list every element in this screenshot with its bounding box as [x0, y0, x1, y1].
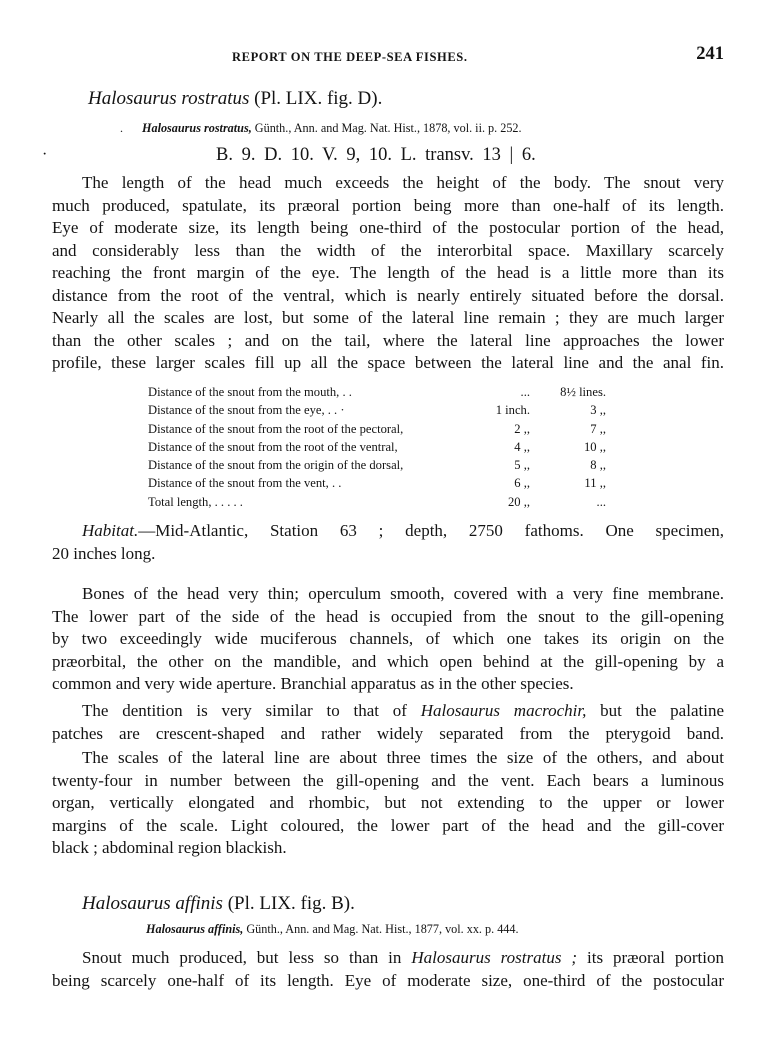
measurement-value-lines: 3 ,, [590, 403, 606, 418]
citation-species: Halosaurus affinis, [146, 922, 244, 936]
text-line: The scales of the lateral line are about three times the size of the others, and about [82, 748, 724, 767]
text-line: The length of the head much exceeds the height of the body. The snout very [82, 173, 724, 192]
measurement-value-inches: 6 ,, [514, 476, 530, 491]
table-row [148, 403, 638, 421]
text-line: twenty-four in number between the gill-opening and the vent. Each bears a luminous [52, 770, 724, 790]
citation-rostratus [142, 121, 522, 136]
species-name: Halosaurus rostratus [88, 88, 250, 109]
text-line: distance from the root of the ventral, which is nearly entirely situated before the dorsal. [52, 285, 724, 305]
table-row [148, 422, 638, 440]
margin-dot: · [42, 146, 48, 163]
text-line: than the other scales ; and on the tail, where the lateral line approaches the lower [52, 330, 724, 350]
text-run: but the palatine [586, 701, 724, 720]
text-line: patches are crescent-shaped and rather widely separated from the pterygoid band. [52, 723, 724, 743]
measurement-value-lines: ... [596, 494, 606, 509]
affinis-paragraph [52, 947, 724, 992]
measurement-label: Distance of the snout from the vent, . . [148, 476, 342, 491]
habitat-label: Habitat. [82, 521, 139, 540]
table-row [148, 476, 638, 494]
bones-paragraph [52, 583, 724, 696]
text-line: reaching the front margin of the eye. The length of the head is a little more than its [52, 263, 724, 282]
species-reference: Halosaurus rostratus ; [411, 948, 578, 967]
text-line: much produced, spatulate, its præoral portion being more than one-half of its length. [52, 195, 724, 215]
text-line: by two exceedingly wide muciferous channels, of which one takes its origin on the [52, 629, 724, 648]
plate-reference: (Pl. LIX. fig. D). [254, 88, 383, 109]
text-line: profile, these larger scales fill up all the space between the lateral line and the anal fin. [52, 353, 724, 372]
measurement-label: Distance of the snout from the eye, . . · [148, 403, 345, 418]
text-line: margins of the scale. Light coloured, the lower part of the head and the gill-cover [52, 815, 724, 835]
table-row [148, 440, 638, 458]
citation-source: Günth., Ann. and Mag. Nat. Hist., 1877, vol. xx. p. 444. [246, 922, 519, 936]
text-line: Bones of the head very thin; operculum smooth, covered with a very fine membrane. [82, 584, 724, 603]
habitat-text: —Mid-Atlantic, Station 63 ; depth, 2750 fathoms. One specimen, [138, 521, 724, 540]
text-line: common and very wide aperture. Branchial apparatus as in the other species. [52, 674, 574, 693]
text-line: and considerably less than the width of the interorbital space. Maxillary scarcely [52, 240, 724, 260]
measurements-table [148, 385, 638, 513]
text-line: præorbital, the other on the mandible, and which open behind at the gill-opening by a [52, 651, 724, 671]
fin-ray-counts: B. 9. D. 10. V. 9, 10. L. transv. 13 | 6. [216, 145, 536, 165]
dentition-paragraph [52, 700, 724, 745]
text-line: 20 inches long. [52, 543, 156, 563]
measurement-label: Distance of the snout from the root of the ventral, [148, 439, 398, 454]
margin-dot: . [120, 121, 123, 135]
dentition-line [52, 700, 724, 723]
citation-species: Halosaurus rostratus, [142, 121, 252, 135]
measurement-label: Distance of the snout from the root of the pectoral, [148, 421, 404, 436]
running-title: REPORT ON THE DEEP-SEA FISHES. [232, 50, 468, 64]
text-line: being scarcely one-half of its length. Eye of moderate size, one-third of the postocular [52, 970, 724, 990]
page-number: 241 [696, 44, 724, 64]
citation-affinis [146, 922, 519, 937]
text-run: The dentition is very similar to that of [82, 701, 421, 720]
citation-source: Günth., Ann. and Mag. Nat. Hist., 1878, vol. ii. p. 252. [254, 121, 522, 135]
description-paragraph [52, 172, 724, 375]
text-line: Eye of moderate size, its length being one-third of the postocular portion of the head, [52, 218, 724, 237]
measurement-value-inches: 20 ,, [507, 494, 530, 509]
measurement-value-inches: 1 inch. [495, 403, 530, 418]
measurement-value-lines: 10 ,, [583, 439, 606, 454]
measurement-label: Total length, . . . . . [148, 494, 243, 509]
text-line: The lower part of the side of the head is occupied from the snout to the gill-opening [52, 606, 724, 626]
measurement-value-lines: 8½ lines. [560, 385, 606, 399]
measurement-label: Distance of the snout from the origin of the dorsal, [148, 458, 404, 473]
text-run: Snout much produced, but less so than in [82, 948, 412, 967]
measurement-label: Distance of the snout from the mouth, . . [148, 385, 352, 399]
measurement-value-inches: 5 ,, [514, 458, 530, 473]
species-reference: Halosaurus macrochir, [420, 701, 587, 720]
text-line: Nearly all the scales are lost, but some of the lateral line remain ; they are much larger [52, 308, 724, 327]
page-header [0, 44, 776, 70]
species-name: Halosaurus affinis [82, 893, 223, 914]
table-row [148, 458, 638, 476]
measurement-value-lines: 11 ,, [584, 476, 606, 491]
scales-paragraph [52, 747, 724, 860]
measurement-value-lines: 8 ,, [590, 458, 606, 473]
text-line: organ, vertically elongated and rhombic, but not extending to the upper or lower [52, 793, 724, 812]
measurement-value-inches: 4 ,, [514, 439, 530, 454]
text-run: its præoral portion [577, 948, 724, 967]
measurement-value-inches: ... [520, 385, 530, 399]
plate-reference: (Pl. LIX. fig. B). [227, 893, 355, 914]
measurement-value-lines: 7 ,, [590, 421, 606, 436]
measurement-value-inches: 2 ,, [514, 421, 530, 436]
table-row [148, 385, 638, 403]
table-row [148, 495, 638, 513]
habitat-line [52, 520, 724, 543]
species-heading-affinis [82, 893, 355, 915]
text-line: black ; abdominal region blackish. [52, 838, 287, 857]
affinis-line [52, 947, 724, 970]
species-heading-rostratus [88, 88, 382, 110]
habitat-paragraph [52, 520, 724, 565]
